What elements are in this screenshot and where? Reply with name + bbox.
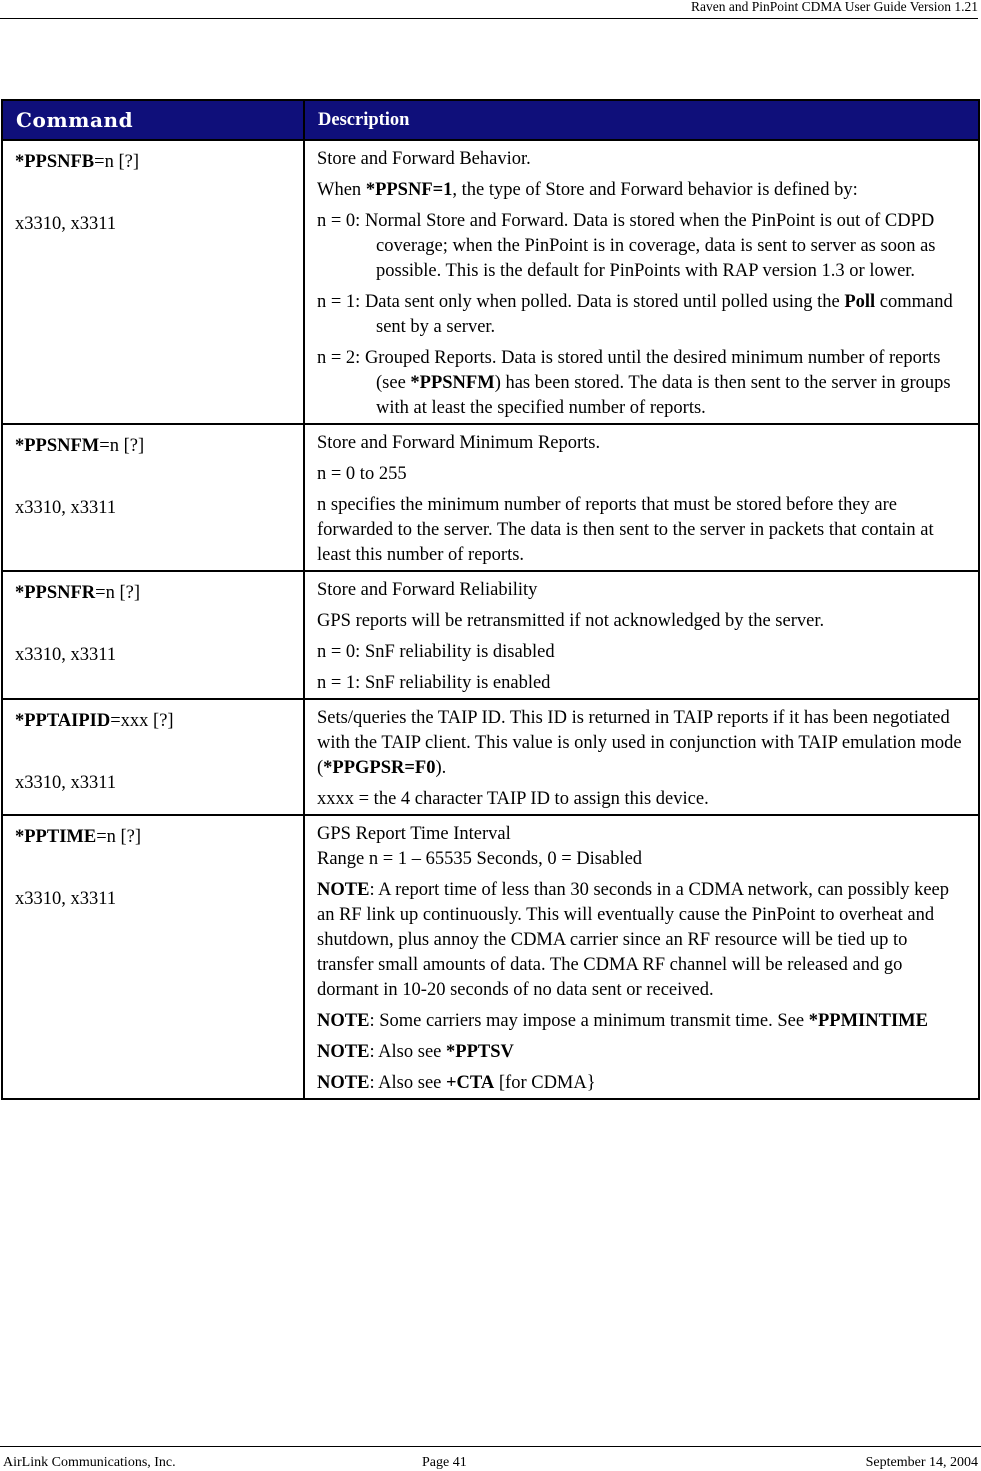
command-keyword: *PPSNFR (15, 583, 96, 603)
description-line: Store and Forward Minimum Reports. (317, 433, 601, 453)
text-run: : Also see (369, 1042, 447, 1062)
command-name (15, 709, 293, 734)
footer-date: September 14, 2004 (865, 1455, 978, 1470)
description-line: n specifies the minimum number of reports that must be stored before they are forwarded to the server. The data is then sent to the server in packets that contain at least this number of reports. (317, 495, 934, 565)
command-cell (2, 424, 304, 571)
description-cell (304, 815, 979, 1099)
command-models: x3310, x3311 (15, 214, 117, 234)
note-label: NOTE (317, 1042, 370, 1062)
text-run: : Some carriers may impose a minimum transmit time. See (369, 1011, 809, 1031)
text-run-bold: *PPMINTIME (808, 1011, 928, 1031)
table-row (2, 815, 979, 1099)
description-line: n = 0 to 255 (317, 464, 407, 484)
command-keyword: *PPSNFM (15, 436, 100, 456)
command-syntax: =xxx [?] (110, 711, 174, 731)
table-row (2, 140, 979, 424)
text-run: n = 2: Grouped Reports. Data is stored until the desired minimum number of reports (see (317, 348, 941, 393)
command-table (1, 99, 980, 1100)
note-label: NOTE (317, 1011, 370, 1031)
description-line: GPS reports will be retransmitted if not acknowledged by the server. (317, 611, 825, 631)
command-name (15, 434, 293, 459)
text-run-bold: *PPTSV (446, 1042, 514, 1062)
command-models: x3310, x3311 (15, 498, 117, 518)
description-line (317, 178, 968, 203)
description-cell (304, 699, 979, 815)
command-models: x3310, x3311 (15, 889, 117, 909)
command-cell (2, 571, 304, 699)
description-line (317, 822, 968, 872)
command-syntax: =n [?] (94, 152, 139, 172)
text-run-bold: +CTA (446, 1073, 495, 1093)
option-item (317, 290, 968, 340)
column-header-description: Description (304, 100, 979, 140)
description-line: n = 1: SnF reliability is enabled (317, 673, 551, 693)
note-line (317, 878, 968, 1003)
text-run: Range n = 1 – 65535 Seconds, 0 = Disabled (317, 849, 643, 869)
text-run: ). (435, 758, 447, 778)
text-run: GPS Report Time Interval (317, 824, 511, 844)
running-header (0, 0, 978, 19)
text-run: : A report time of less than 30 seconds in a CDMA network, can possibly keep an RF link up continuously. This will eventually cause the PinPoint to overheat and shutdown, plus annoy the CDMA carrier since an RF resource will be tied up to transfer small amounts of data. The CDMA RF channel will be released and go dormant in 10-20 seconds of no data sent or received. (317, 880, 950, 1000)
command-name (15, 581, 293, 606)
description-cell (304, 571, 979, 699)
footer-company: AirLink Communications, Inc. (3, 1455, 176, 1470)
text-run-bold: *PPGPSR=F0 (323, 758, 436, 778)
description-line: Store and Forward Reliability (317, 580, 538, 600)
command-keyword: *PPSNFB (15, 152, 95, 172)
description-line: Store and Forward Behavior. (317, 149, 531, 169)
command-cell (2, 699, 304, 815)
option-item (317, 346, 968, 421)
command-keyword: *PPTIME (15, 827, 97, 847)
text-run: ) has been stored. The data is then sent to the server in groups with at least the specified number of reports. (376, 373, 951, 418)
description-line: n = 0: SnF reliability is disabled (317, 642, 555, 662)
note-label: NOTE (317, 1073, 370, 1093)
text-run: When (317, 180, 366, 200)
command-name (15, 150, 293, 175)
text-run: : Also see (369, 1073, 447, 1093)
command-cell (2, 815, 304, 1099)
command-models: x3310, x3311 (15, 645, 117, 665)
command-syntax: =n [?] (95, 583, 141, 603)
command-keyword: *PPTAIPID (15, 711, 111, 731)
command-cell (2, 140, 304, 424)
text-run: , the type of Store and Forward behavior is defined by: (452, 180, 858, 200)
description-cell (304, 424, 979, 571)
description-cell (304, 140, 979, 424)
text-run: n = 1: Data sent only when polled. Data is stored until polled using the (317, 292, 845, 312)
text-run-bold: Poll (844, 292, 876, 312)
note-line (317, 1009, 968, 1034)
note-line (317, 1040, 968, 1065)
command-models: x3310, x3311 (15, 773, 117, 793)
command-name (15, 825, 293, 850)
option-item: n = 0: Normal Store and Forward. Data is stored when the PinPoint is out of CDPD coverage; when the PinPoint is in coverage, data is sent to server as soon as possible. This is the default for PinPoints with RAP version 1.3 or lower. (317, 211, 936, 281)
note-line (317, 1071, 968, 1096)
text-run-bold: *PPSNFM (410, 373, 495, 393)
table-row (2, 424, 979, 571)
description-line (317, 706, 968, 781)
description-line: xxxx = the 4 character TAIP ID to assign this device. (317, 789, 709, 809)
column-header-command: Command (2, 100, 304, 140)
text-run-bold: *PPSNF=1 (365, 180, 453, 200)
document-title: Raven and PinPoint CDMA User Guide Version 1.21 (691, 0, 978, 14)
table-header-row (2, 100, 979, 140)
text-run: command sent by a server. (376, 292, 953, 337)
footer-page-number: Page 41 (422, 1455, 467, 1470)
table-row (2, 699, 979, 815)
command-syntax: =n [?] (96, 827, 142, 847)
running-footer (0, 1446, 981, 1471)
text-run: Sets/queries the TAIP ID. This ID is returned in TAIP reports if it has been negotiated with the TAIP client. This value is only used in conjunction with TAIP emulation mode ( (317, 708, 962, 778)
note-label: NOTE (317, 880, 370, 900)
command-syntax: =n [?] (99, 436, 145, 456)
text-run: [for CDMA} (494, 1073, 596, 1093)
table-row (2, 571, 979, 699)
